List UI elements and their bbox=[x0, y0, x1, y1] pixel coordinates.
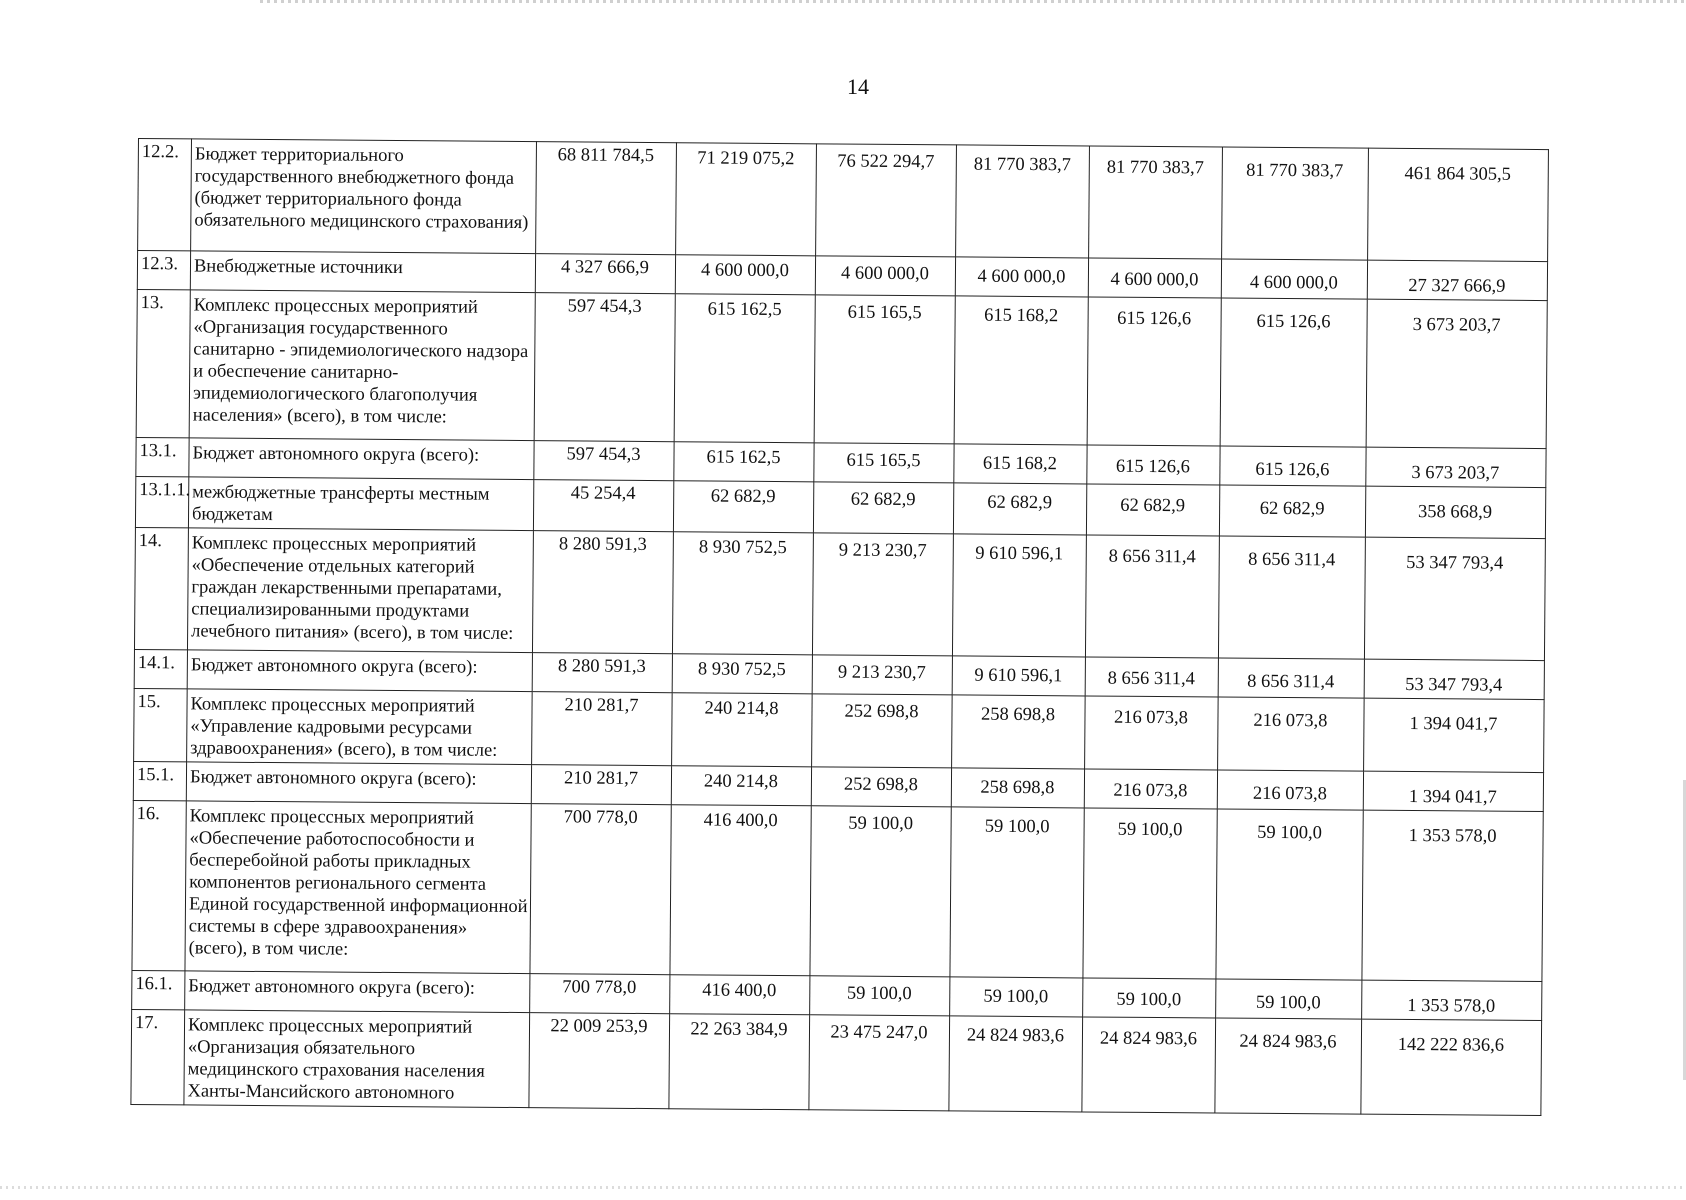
budget-table bbox=[130, 138, 1549, 1116]
year-value-cell: 615 165,5 bbox=[814, 443, 954, 483]
scan-edge-bottom bbox=[0, 1186, 1686, 1189]
table-row bbox=[136, 289, 1547, 448]
year-value-cell: 615 126,6 bbox=[1220, 446, 1366, 486]
year-value-cell: 597 454,3 bbox=[534, 441, 674, 481]
year-value-cell: 4 600 000,0 bbox=[1221, 259, 1367, 299]
year-value-cell: 81 770 383,7 bbox=[1222, 147, 1369, 260]
year-value-cell: 59 100,0 bbox=[1083, 808, 1217, 979]
year-value-cell: 615 168,2 bbox=[954, 296, 1088, 445]
row-name-cell: Комплекс процессных мероприятий «Организация государственного санитарно - эпидемиологического надзора и обеспечение санитарно-эпидемиологического благополучия населения» (всего), в том числе: bbox=[189, 290, 535, 441]
year-value-cell: 22 263 384,9 bbox=[669, 1014, 810, 1110]
year-value-cell: 416 400,0 bbox=[670, 975, 810, 1015]
row-number-cell: 12.2. bbox=[138, 139, 192, 251]
year-value-cell: 59 100,0 bbox=[950, 977, 1083, 1017]
year-value-cell: 8 280 591,3 bbox=[532, 531, 673, 654]
year-value-cell: 23 475 247,0 bbox=[809, 1015, 950, 1111]
total-value-cell: 1 353 578,0 bbox=[1362, 980, 1542, 1020]
year-value-cell: 62 682,9 bbox=[953, 483, 1086, 535]
row-number-cell: 16.1. bbox=[132, 970, 185, 1009]
row-name-cell: Комплекс процессных мероприятий «Организация обязательного медицинского страхования населения Ханты-Мансийского автономного bbox=[184, 1010, 530, 1108]
row-name-cell: Бюджет автономного округа (всего): bbox=[187, 650, 532, 692]
year-value-cell: 62 682,9 bbox=[813, 482, 953, 534]
row-number-cell: 13.1. bbox=[136, 437, 189, 476]
scan-edge-top bbox=[260, 0, 1686, 3]
total-value-cell: 3 673 203,7 bbox=[1366, 447, 1546, 487]
year-value-cell: 700 778,0 bbox=[530, 974, 670, 1014]
year-value-cell: 59 100,0 bbox=[950, 807, 1084, 978]
total-value-cell: 53 347 793,4 bbox=[1364, 659, 1544, 699]
year-value-cell: 210 281,7 bbox=[532, 692, 673, 766]
year-value-cell: 59 100,0 bbox=[1216, 809, 1363, 980]
table-body bbox=[131, 139, 1549, 1116]
total-value-cell: 27 327 666,9 bbox=[1367, 260, 1547, 300]
total-value-cell: 461 864 305,5 bbox=[1368, 148, 1549, 261]
year-value-cell: 8 656 311,4 bbox=[1085, 657, 1218, 697]
table-row bbox=[134, 688, 1545, 772]
year-value-cell: 240 214,8 bbox=[672, 693, 813, 767]
total-value-cell: 53 347 793,4 bbox=[1364, 537, 1545, 660]
year-value-cell: 216 073,8 bbox=[1218, 697, 1365, 771]
year-value-cell: 24 824 983,6 bbox=[949, 1016, 1083, 1112]
year-value-cell: 615 168,2 bbox=[954, 444, 1087, 484]
year-value-cell: 4 600 000,0 bbox=[815, 256, 955, 296]
year-value-cell: 8 656 311,4 bbox=[1218, 658, 1364, 698]
year-value-cell: 24 824 983,6 bbox=[1082, 1017, 1216, 1113]
row-number-cell: 15.1. bbox=[133, 761, 186, 800]
year-value-cell: 4 600 000,0 bbox=[675, 255, 815, 295]
year-value-cell: 4 600 000,0 bbox=[1088, 258, 1221, 298]
row-number-cell: 17. bbox=[131, 1009, 185, 1104]
year-value-cell: 258 698,8 bbox=[951, 768, 1084, 808]
year-value-cell: 45 254,4 bbox=[533, 480, 673, 532]
year-value-cell: 9 213 230,7 bbox=[812, 655, 952, 695]
year-value-cell: 597 454,3 bbox=[534, 293, 675, 442]
row-number-cell: 13. bbox=[136, 289, 190, 437]
year-value-cell: 68 811 784,5 bbox=[536, 142, 677, 255]
year-value-cell: 8 280 591,3 bbox=[532, 653, 672, 693]
row-name-cell: Бюджет автономного округа (всего): bbox=[186, 762, 531, 804]
row-name-cell: Комплекс процессных мероприятий «Обеспечение отдельных категорий граждан лекарственными препаратами, специализированными продуктами лечебного питания» (всего), в том числе: bbox=[187, 528, 533, 653]
year-value-cell: 416 400,0 bbox=[670, 805, 811, 976]
year-value-cell: 8 930 752,5 bbox=[672, 532, 813, 655]
row-number-cell: 16. bbox=[132, 800, 186, 970]
year-value-cell: 252 698,8 bbox=[811, 767, 951, 807]
page-number: 14 bbox=[847, 74, 869, 99]
year-value-cell: 59 100,0 bbox=[1216, 979, 1362, 1019]
total-value-cell: 358 668,9 bbox=[1365, 486, 1545, 538]
table-row bbox=[134, 527, 1545, 660]
year-value-cell: 615 162,5 bbox=[674, 442, 814, 482]
row-name-cell: Бюджет автономного округа (всего): bbox=[189, 438, 534, 480]
table-row bbox=[132, 800, 1543, 981]
year-value-cell: 216 073,8 bbox=[1084, 769, 1217, 809]
year-value-cell: 8 656 311,4 bbox=[1218, 536, 1365, 659]
year-value-cell: 615 126,6 bbox=[1087, 445, 1220, 485]
year-value-cell: 4 327 666,9 bbox=[535, 254, 675, 294]
year-value-cell: 76 522 294,7 bbox=[816, 144, 957, 257]
table-row bbox=[131, 1009, 1542, 1115]
row-name-cell: Комплекс процессных мероприятий «Обеспечение работоспособности и бесперебойной работы прикладных компонентов регионального сегмента Единой государственной информационной системы в сфере здравоохранения» (всего), в том числе: bbox=[185, 801, 531, 974]
total-value-cell: 142 222 836,6 bbox=[1361, 1019, 1542, 1115]
year-value-cell: 8 930 752,5 bbox=[672, 654, 812, 694]
year-value-cell: 216 073,8 bbox=[1217, 770, 1363, 810]
row-name-cell: Бюджет автономного округа (всего): bbox=[185, 971, 530, 1013]
year-value-cell: 59 100,0 bbox=[810, 806, 951, 977]
total-value-cell: 1 353 578,0 bbox=[1362, 810, 1543, 981]
year-value-cell: 700 778,0 bbox=[530, 804, 671, 975]
year-value-cell: 81 770 383,7 bbox=[956, 145, 1090, 258]
year-value-cell: 59 100,0 bbox=[810, 976, 950, 1016]
year-value-cell: 22 009 253,9 bbox=[529, 1013, 670, 1109]
total-value-cell: 3 673 203,7 bbox=[1366, 299, 1547, 448]
year-value-cell: 210 281,7 bbox=[531, 765, 671, 805]
row-name-cell: межбюджетные трансферты местным бюджетам bbox=[188, 477, 533, 531]
year-value-cell: 9 610 596,1 bbox=[952, 656, 1085, 696]
year-value-cell: 8 656 311,4 bbox=[1085, 535, 1219, 658]
year-value-cell: 9 610 596,1 bbox=[952, 534, 1086, 657]
year-value-cell: 62 682,9 bbox=[1086, 484, 1219, 536]
row-name-cell: Бюджет территориального государственного внебюджетного фонда (бюджет территориального фонда обязательного медицинского страхования) bbox=[191, 139, 537, 254]
year-value-cell: 62 682,9 bbox=[673, 481, 813, 533]
total-value-cell: 1 394 041,7 bbox=[1363, 771, 1543, 811]
row-number-cell: 14. bbox=[134, 527, 188, 649]
row-name-cell: Комплекс процессных мероприятий «Управление кадровыми ресурсами здравоохранения» (всего), в том числе: bbox=[187, 689, 533, 765]
year-value-cell: 258 698,8 bbox=[952, 695, 1086, 769]
total-value-cell: 1 394 041,7 bbox=[1364, 698, 1545, 772]
row-number-cell: 14.1. bbox=[134, 649, 187, 688]
year-value-cell: 615 126,6 bbox=[1220, 298, 1367, 447]
year-value-cell: 615 165,5 bbox=[814, 295, 955, 444]
year-value-cell: 615 126,6 bbox=[1087, 297, 1221, 446]
year-value-cell: 9 213 230,7 bbox=[812, 533, 953, 656]
row-name-cell: Внебюджетные источники bbox=[190, 251, 535, 293]
row-number-cell: 12.3. bbox=[137, 251, 190, 290]
year-value-cell: 71 219 075,2 bbox=[676, 143, 817, 256]
year-value-cell: 59 100,0 bbox=[1083, 978, 1216, 1018]
table-row bbox=[138, 139, 1549, 262]
year-value-cell: 4 600 000,0 bbox=[955, 257, 1088, 297]
year-value-cell: 62 682,9 bbox=[1219, 485, 1365, 537]
year-value-cell: 24 824 983,6 bbox=[1215, 1018, 1362, 1114]
year-value-cell: 252 698,8 bbox=[812, 694, 953, 768]
year-value-cell: 81 770 383,7 bbox=[1089, 146, 1223, 259]
year-value-cell: 615 162,5 bbox=[674, 294, 815, 443]
year-value-cell: 240 214,8 bbox=[671, 766, 811, 806]
row-number-cell: 15. bbox=[134, 688, 188, 761]
row-number-cell: 13.1.1. bbox=[135, 476, 188, 527]
year-value-cell: 216 073,8 bbox=[1085, 696, 1219, 770]
